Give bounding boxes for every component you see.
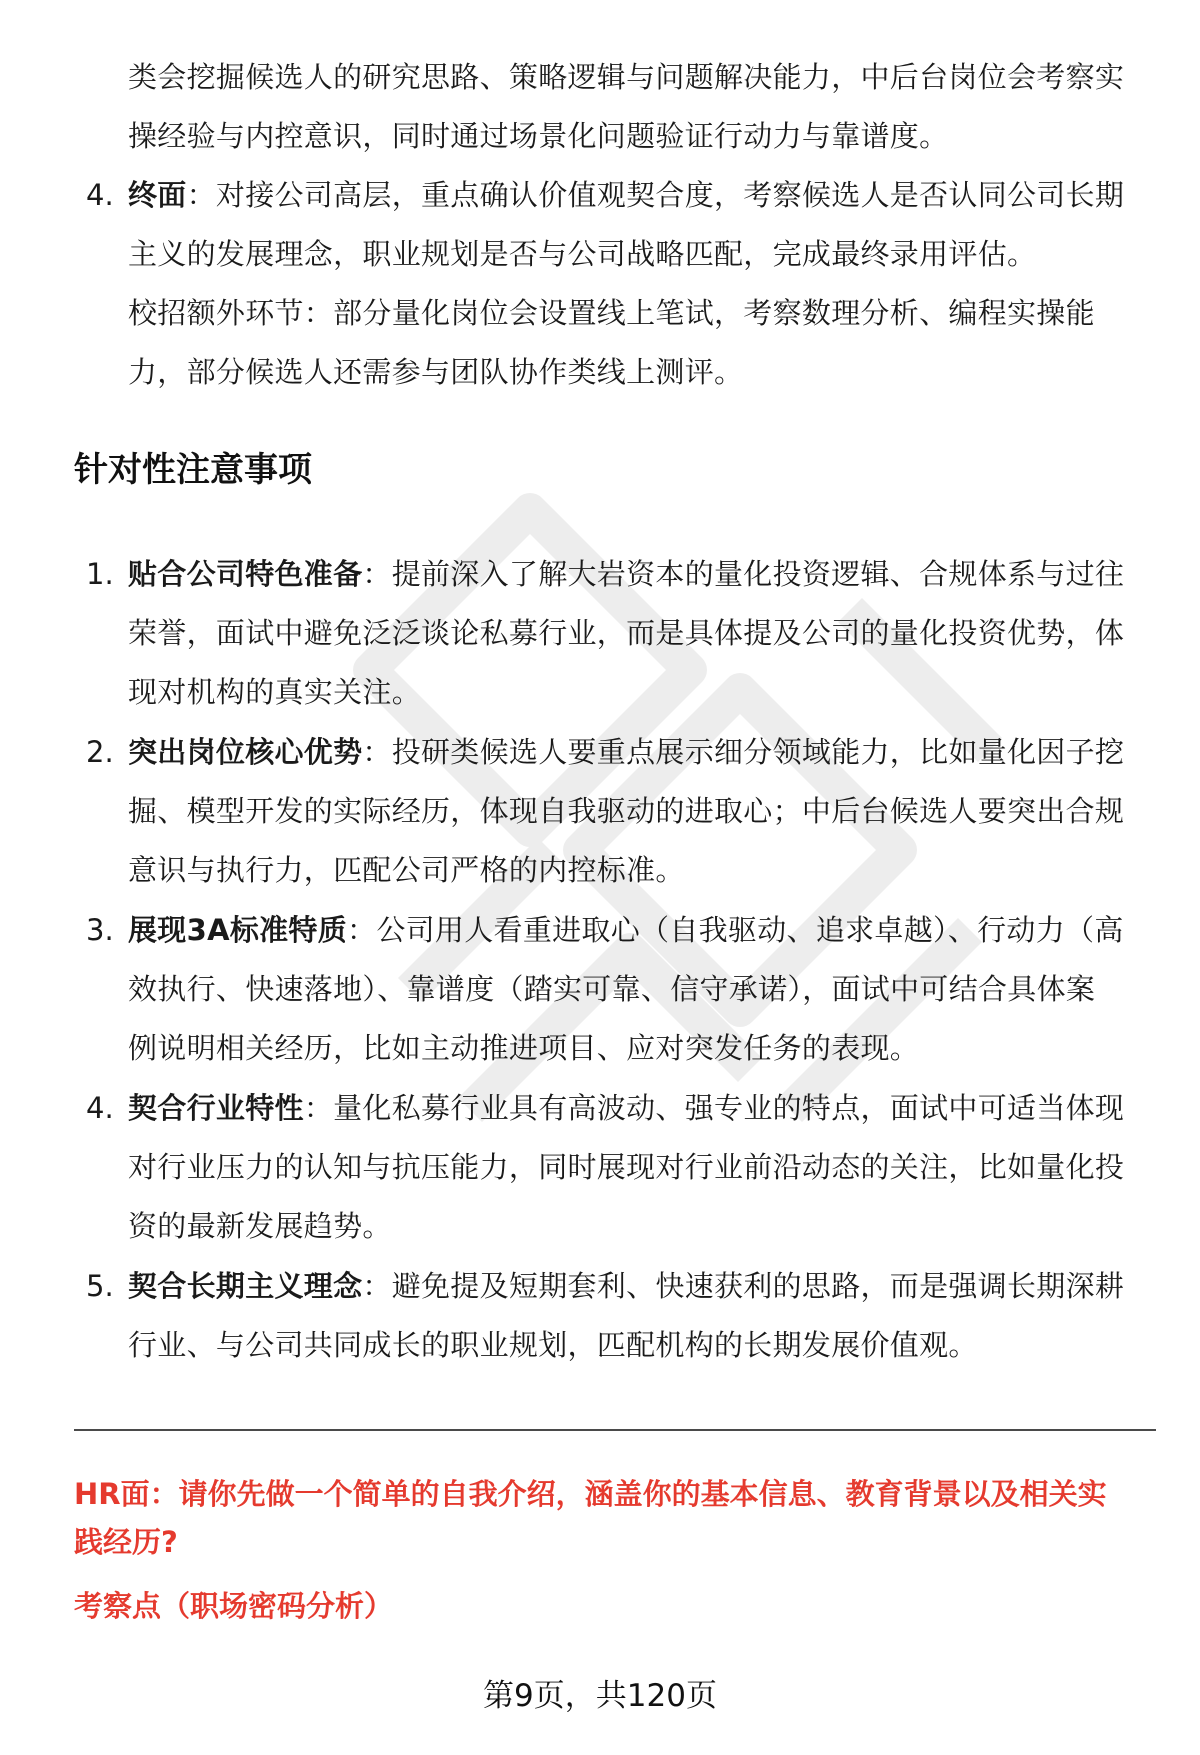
note-text: ：量化私募行业具有高波动、强专业的特点，面试中可适当体现 [303,1091,1125,1125]
note-item [128,723,1148,782]
note-line: 对行业压力的认知与抗压能力，同时展现对行业前沿动态的关注，比如量化投 [128,1150,1125,1184]
note-line: 现对机构的真实关注。 [128,675,422,709]
hr-question-line: 践经历? [74,1525,178,1559]
note-title: 契合行业特性 [128,1091,304,1125]
note-text: ：避免提及短期套利、快速获利的思路，而是强调长期深耕 [362,1269,1125,1303]
note-line: 意识与执行力，匹配公司严格的内控标准。 [128,853,685,887]
note-item [128,1079,1148,1138]
note-line: 例说明相关经历，比如主动推进项目、应对突发任务的表现。 [128,1031,920,1065]
note-number: 3. [86,913,114,947]
process-item-number: 4. [86,178,114,212]
process-continuation-line: 类会挖掘候选人的研究思路、策略逻辑与问题解决能力，中后台岗位会考察实 [128,60,1125,94]
analysis-label: 考察点（职场密码分析） [74,1589,394,1623]
note-number: 4. [86,1091,114,1125]
page-number: 第9页，共120页 [483,1678,717,1714]
note-title: 突出岗位核心优势 [128,735,363,769]
note-item [128,901,1148,960]
section-heading: 针对性注意事项 [74,450,312,490]
process-item-line: 主义的发展理念，职业规划是否与公司战略匹配，完成最终录用评估。 [128,237,1037,271]
note-item [128,1257,1148,1316]
process-continuation-line: 操经验与内控意识，同时通过场景化问题验证行动力与靠谱度。 [128,119,949,153]
process-extra-line: 力，部分候选人还需参与团队协作类线上测评。 [128,355,744,389]
note-line: 行业、与公司共同成长的职业规划，匹配机构的长期发展价值观。 [128,1328,978,1362]
note-text: ：投研类候选人要重点展示细分领域能力，比如量化因子挖 [362,735,1125,769]
note-title: 契合长期主义理念 [128,1269,363,1303]
process-item-title: 终面 [128,178,187,212]
process-item-text: ：对接公司高层，重点确认价值观契合度，考察候选人是否认同公司长期 [186,178,1125,212]
note-line: 荣誉，面试中避免泛泛谈论私募行业，而是具体提及公司的量化投资优势，体 [128,616,1125,650]
note-text: ：提前深入了解大岩资本的量化投资逻辑、合规体系与过往 [362,557,1125,591]
note-number: 2. [86,735,114,769]
note-title: 展现3A标准特质 [128,913,348,947]
note-line: 资的最新发展趋势。 [128,1209,392,1243]
section-divider [74,1429,1156,1431]
note-number: 5. [86,1269,114,1303]
note-number: 1. [86,557,114,591]
note-line: 掘、模型开发的实际经历，体现自我驱动的进取心；中后台候选人要突出合规 [128,794,1125,828]
note-line: 效执行、快速落地）、靠谱度（踏实可靠、信守承诺），面试中可结合具体案 [128,972,1096,1006]
hr-question: HR面：请你先做一个简单的自我介绍，涵盖你的基本信息、教育背景以及相关实 [74,1477,1107,1511]
process-extra-line: 校招额外环节：部分量化岗位会设置线上笔试，考察数理分析、编程实操能 [128,296,1095,330]
note-text: ：公司用人看重进取心（自我驱动、追求卓越）、行动力（高 [347,913,1124,947]
process-item-final-interview [128,166,1148,225]
note-title: 贴合公司特色准备 [128,557,363,591]
note-item [128,545,1148,604]
